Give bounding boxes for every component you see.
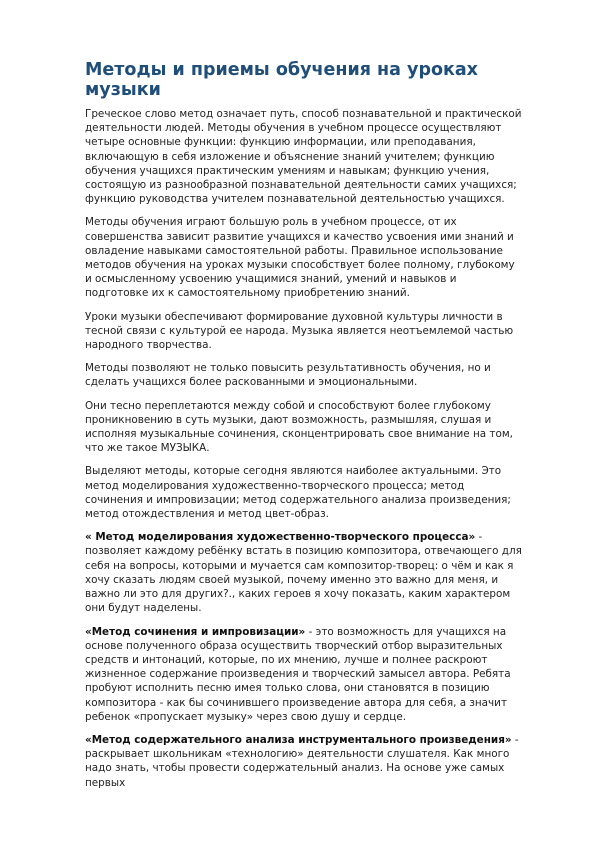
method-heading: «Метод содержательного анализа инструментального произведения» <box>85 733 512 746</box>
paragraph <box>85 361 523 389</box>
paragraph <box>85 310 523 353</box>
paragraph-text: - раскрывает школьникам «технологию» деятельности слушателя. Как много надо знать, чтобы провести содержательный анализ. На основе уже самых первых <box>85 733 519 789</box>
document-title: Методы и приемы обучения на уроках музыки <box>85 60 478 100</box>
paragraph <box>85 399 523 456</box>
paragraph <box>85 107 523 206</box>
paragraph <box>85 464 523 521</box>
paragraph-text: Они тесно переплетаются между собой и способствуют более глубокому проникновению в суть музыки, дают возможность, размышляя, слушая и исполняя музыкальные сочинения, сконцентрировать свое внимание на том, что же такое МУЗЫКА. <box>85 399 513 455</box>
paragraph-text: Выделяют методы, которые сегодня являются наиболее актуальными. Это метод моделирования художественно-творческого процесса; метод сочинения и импровизации; метод содержательного анализа произведения; метод отождествления и метод цвет-образ. <box>85 465 511 521</box>
paragraph-text: - позволяет каждому ребёнку встать в позицию композитора, отвечающего для себя на вопросы, которыми и мучается сам композитор-творец: о чём и как я хочу сказать людям своей музыкой, почему именно это важно для меня, и важно ли это для других?., каких героев я хочу показать, каким характером они будут наделены. <box>85 531 522 615</box>
paragraph-method-modeling <box>85 530 523 615</box>
paragraph-method-analysis <box>85 733 523 790</box>
paragraph-text: Методы позволяют не только повысить результативность обучения, но и сделать учащихся более раскованными и эмоциональными. <box>85 362 491 389</box>
paragraph-text: Методы обучения играют большую роль в учебном процессе, от их совершенства зависит развитие учащихся и качество усвоения ими знаний и овладение навыками самостоятельной работы. Правильное использование методов обучения на уроках музыки способствует более полному, глубокому и осмысленному усвоению учащимися знаний, умений и навыков и подготовке их к самостоятельному приобретению знаний. <box>85 216 515 300</box>
paragraph-method-composition <box>85 625 523 724</box>
method-heading: «Метод сочинения и импровизации» <box>85 625 306 638</box>
method-heading: « Метод моделирования художественно-творческого процесса» <box>85 531 476 544</box>
paragraph-text: Греческое слово метод означает путь, способ познавательной и практической деятельности людей. Методы обучения в учебном процессе осуществляют четыре основные функции: функцию информации, или преподавания, включающую в себя изложение и объяснение знаний учителем; функцию обучения учащихся практическим умениям и навыкам; функцию учения, состоящую из разнообразной познавательной деятельности самих учащихся; функцию руководства учителем познавательной деятельностью учащихся. <box>85 108 522 206</box>
document-body <box>85 60 523 799</box>
paragraph-text: - это возможность для учащихся на основе полученного образа осуществить творческий отбор выразительных средств и интонаций, которые, по их мнению, лучше и полнее раскроют жизненное содержание произведения и творческий замысел автора. Ребята пробуют исполнить песню имея только слова, они становятся в позицию композитора - как бы сочинившего произведение автора для себя, а значит ребенок «пропускает музыку» через свою душу и сердце. <box>85 625 511 723</box>
paragraph <box>85 215 523 300</box>
paragraph-text: Уроки музыки обеспечивают формирование духовной культуры личности в тесной связи с культурой ее народа. Музыка является неотъемлемой частью народного творчества. <box>85 310 514 352</box>
